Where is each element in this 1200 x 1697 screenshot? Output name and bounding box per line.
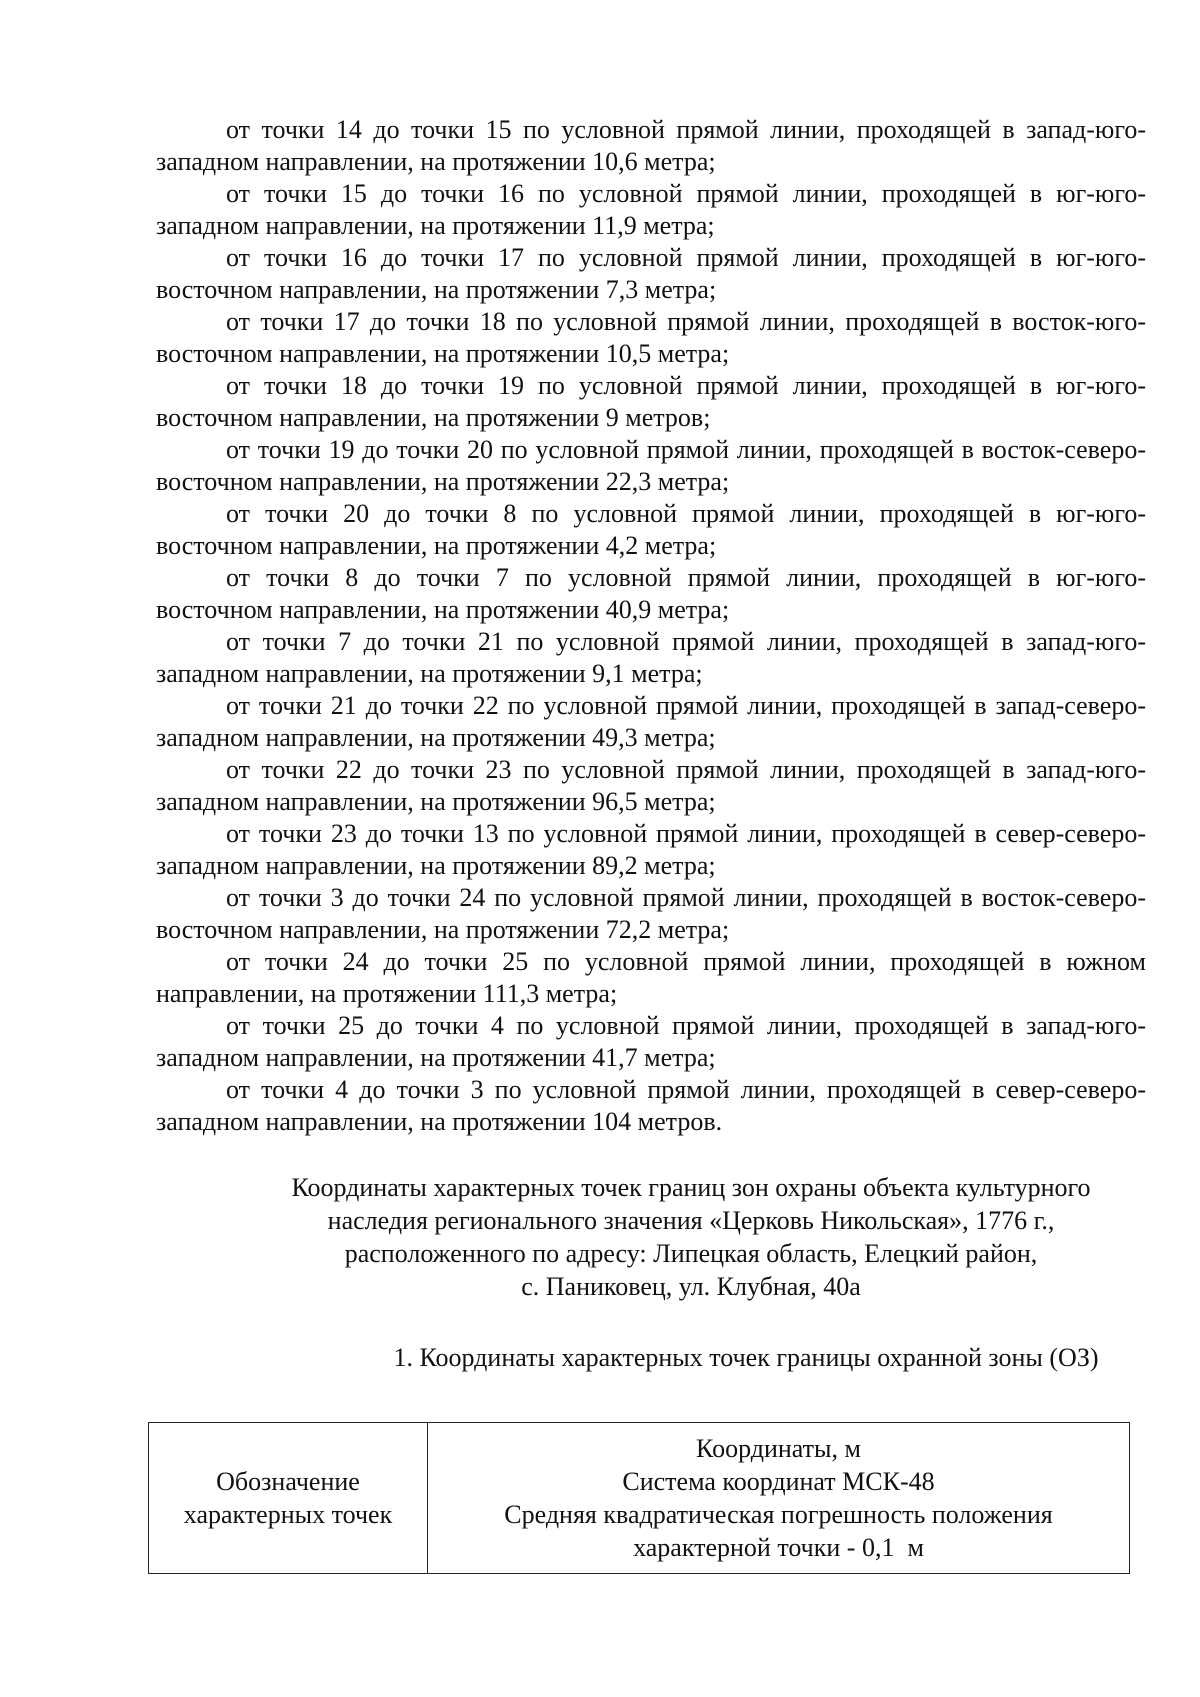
segment-paragraph: от точки 4 до точки 3 по условной прямой линии, проходящей в север-северо-западном направлении, на протяжении 104 метров. bbox=[156, 1075, 1146, 1136]
header-text: Координаты, м bbox=[696, 1434, 861, 1463]
segment-paragraph: от точки 21 до точки 22 по условной прямой линии, проходящей в запад-северо-западном направлении, на протяжении 49,3 метра; bbox=[156, 691, 1146, 752]
table-header-row bbox=[149, 1423, 1130, 1574]
header-text: характерных точек bbox=[183, 1500, 393, 1529]
segment-paragraph: от точки 25 до точки 4 по условной прямой линии, проходящей в запад-юго-западном направлении, на протяжении 41,7 метра; bbox=[156, 1011, 1146, 1072]
coordinates-header bbox=[428, 1423, 1130, 1574]
segment-paragraph: от точки 22 до точки 23 по условной прямой линии, проходящей в запад-юго-западном направлении, на протяжении 96,5 метра; bbox=[156, 755, 1146, 816]
heading-line: наследия регионального значения «Церковь Никольская», 1776 г., bbox=[327, 1206, 1055, 1235]
heading-line: расположенного по адресу: Липецкая область, Елецкий район, bbox=[344, 1239, 1038, 1268]
document-page bbox=[156, 114, 1146, 1374]
segment-paragraph: от точки 15 до точки 16 по условной прямой линии, проходящей в юг-юго-западном направлении, на протяжении 11,9 метра; bbox=[156, 179, 1146, 240]
coordinates-table bbox=[148, 1422, 1130, 1574]
section-heading bbox=[156, 1171, 1146, 1303]
point-designation-header bbox=[149, 1423, 428, 1574]
segment-paragraph: от точки 7 до точки 21 по условной прямой линии, проходящей в запад-юго-западном направлении, на протяжении 9,1 метра; bbox=[156, 627, 1146, 688]
heading-line: Координаты характерных точек границ зон охраны объекта культурного bbox=[291, 1173, 1091, 1202]
segment-paragraph: от точки 24 до точки 25 по условной прямой линии, проходящей в южном направлении, на протяжении 111,3 метра; bbox=[156, 947, 1146, 1008]
segment-paragraph: от точки 14 до точки 15 по условной прямой линии, проходящей в запад-юго-западном направлении, на протяжении 10,6 метра; bbox=[156, 115, 1146, 176]
table-caption: 1. Координаты характерных точек границы охранной зоны (ОЗ) bbox=[393, 1343, 1099, 1372]
boundary-description bbox=[156, 114, 1146, 1138]
header-text: Средняя квадратическая погрешность положения bbox=[504, 1500, 1053, 1529]
segment-paragraph: от точки 8 до точки 7 по условной прямой линии, проходящей в юг-юго-восточном направлении, на протяжении 40,9 метра; bbox=[156, 563, 1146, 624]
header-text: характерной точки - 0,1 м bbox=[633, 1533, 924, 1562]
header-text: Обозначение bbox=[216, 1467, 360, 1496]
segment-paragraph: от точки 23 до точки 13 по условной прямой линии, проходящей в север-северо-западном направлении, на протяжении 89,2 метра; bbox=[156, 819, 1146, 880]
segment-paragraph: от точки 17 до точки 18 по условной прямой линии, проходящей в восток-юго-восточном направлении, на протяжении 10,5 метра; bbox=[156, 307, 1146, 368]
segment-paragraph: от точки 19 до точки 20 по условной прямой линии, проходящей в восток-северо-восточном направлении, на протяжении 22,3 метра; bbox=[156, 435, 1146, 496]
segment-paragraph: от точки 3 до точки 24 по условной прямой линии, проходящей в восток-северо-восточном направлении, на протяжении 72,2 метра; bbox=[156, 883, 1146, 944]
heading-line: с. Паниковец, ул. Клубная, 40а bbox=[521, 1272, 861, 1301]
segment-paragraph: от точки 18 до точки 19 по условной прямой линии, проходящей в юг-юго-восточном направлении, на протяжении 9 метров; bbox=[156, 371, 1146, 432]
header-text: Система координат МСК-48 bbox=[622, 1467, 935, 1496]
segment-paragraph: от точки 20 до точки 8 по условной прямой линии, проходящей в юг-юго-восточном направлении, на протяжении 4,2 метра; bbox=[156, 499, 1146, 560]
segment-paragraph: от точки 16 до точки 17 по условной прямой линии, проходящей в юг-юго-восточном направлении, на протяжении 7,3 метра; bbox=[156, 243, 1146, 304]
